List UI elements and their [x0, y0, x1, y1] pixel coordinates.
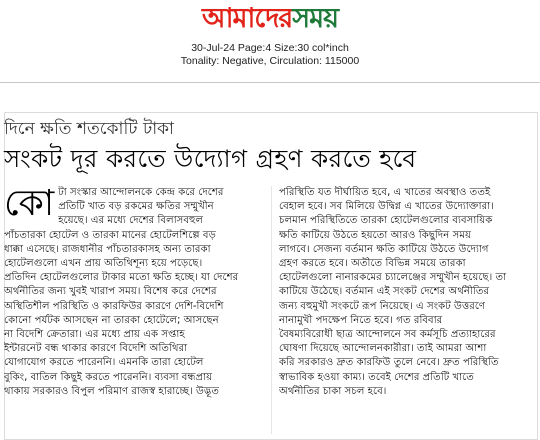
- newspaper-logo: [202, 2, 338, 36]
- body-line: হোটেলগুলো নানারকমের চ্যালেঞ্জের সম্মুখীন হয়েছে। তা: [279, 272, 507, 284]
- drop-cap: কো: [4, 186, 55, 224]
- body-line: টা সংস্কার আন্দোলনকে কেন্দ্র করে দেশের: [58, 187, 224, 198]
- body-line: কোনো পর্যটক আসছেন না তারকা হোটেলে; আসছেন: [4, 314, 219, 326]
- body-line: প্রতিদিন হোটেলগুলোর টাকার মতো ক্ষতি হচ্ছে। যা দেশের: [4, 272, 239, 284]
- body-line: ধাক্কা এসেছে। রাজধানীর পাঁচতারকাসহ অন্য তারকা: [4, 243, 211, 255]
- logo-part-green: সময়: [292, 3, 338, 34]
- article-headline: সংকট দূর করতে উদ্যোগ গ্রহণ করতে হবে: [4, 144, 417, 173]
- body-line: অর্থনীতির চাকা সচল হবে।: [279, 385, 387, 397]
- body-line: নানামুখী পদক্ষেপ নিতে হবে। গত রবিবার: [279, 314, 443, 326]
- body-line: কাটিয়ে উঠেছে। বর্তমান এই সংকট দেশের অর্থনীতির: [279, 286, 490, 298]
- clipping-meta: [0, 42, 540, 68]
- body-line: অর্থনীতির জন্য খুবই খারাপ সময়। বিশেষ করে দেশের: [4, 286, 217, 298]
- body-line: থাকায় সরকারও বিপুল পরিমাণ রাজস্ব হারাচ্ছে। উদ্ভূত: [4, 385, 220, 397]
- tonality-circulation-line: Tonality: Negative, Circulation: 115000: [180, 55, 360, 67]
- page-size-line: 30-Jul-24 Page:4 Size:30 col*inch: [191, 42, 349, 54]
- header-divider: [0, 82, 540, 83]
- body-line: ক্ষতি কাটিয়ে উঠতে হয়তো আরও কিছুদিন সময়: [279, 229, 471, 241]
- article-left-column: [4, 186, 262, 436]
- body-line: পরিস্থিতি যত দীর্ঘায়িত হবে, এ খাতের অবস্থাও ততই: [279, 187, 491, 198]
- body-line: বুকিং, বাতিল কিছুই করতে পারেননি। ব্যবসা বন্ধপ্রায়: [4, 371, 213, 383]
- body-line: যোগাযোগ করতে পারেননি। এমনকি তারা হোটেল: [4, 357, 204, 369]
- body-line: পাঁচতারকা হোটেল ও তারকা মানের হোটেলশিল্পে বড়: [4, 229, 216, 241]
- body-line: না বিদেশি ক্রেতারা। এর মধ্যে প্রায় এক সপ্তাহ: [4, 329, 185, 341]
- article-right-column: [279, 186, 537, 436]
- column-divider: [271, 186, 272, 434]
- body-line: লাগবে। সেজন্য বর্তমান ক্ষতি কাটিয়ে উঠতে উদ্যোগ: [279, 243, 489, 255]
- body-line: ইন্টারনেট বন্ধ থাকার কারণে বিদেশি অতিথিরা: [4, 343, 188, 355]
- body-line: অস্থিতিশীল পরিস্থিতি ও কারফিউর কারণে দেশি-বিদেশি: [4, 300, 224, 312]
- body-line: প্রতিটি খাত বড় রকমের ক্ষতির সম্মুখীন: [58, 201, 214, 213]
- body-line: করি সরকারও দ্রুত কারফিউ তুলে নেবে। দ্রুত পরিস্থিতি: [279, 357, 499, 369]
- body-line: বৈষম্যবিরোধী ছাত্র আন্দোলনে সব কর্মসূচি প্রত্যাহারের: [279, 329, 496, 341]
- body-line: হয়েছে। এর মধ্যে দেশের বিলাসবহুল: [58, 215, 204, 227]
- body-line: গ্রহণ করতে হবে। অতীতে বিভিন্ন সময়ে তারকা: [279, 258, 466, 270]
- body-line: বেহাল হবে। সব মিলিয়ে উদ্বিগ্ন এ খাতের উদ্যোক্তারা।: [279, 201, 494, 213]
- masthead: [0, 0, 540, 40]
- body-line: স্বাভাবিক হওয়া কাম্য। তবেই দেশের প্রতিটি খাতে: [279, 371, 474, 383]
- body-line: জন্য বহুমুখী সংকটে রূপ নিয়েছে। এ সংকট উত্তরণে: [279, 300, 486, 312]
- logo-part-red: আমাদের: [202, 3, 293, 34]
- body-line: চলমান পরিস্থিতিতে তারকা হোটেলগুলোর ব্যবসায়িক: [279, 215, 493, 227]
- body-line: ঘোষণা দিয়েছে আন্দোলনকারীরা। তাই আমরা আশা: [279, 343, 487, 355]
- article-kicker: দিনে ক্ষতি শতকোটি টাকা: [4, 119, 174, 139]
- body-line: হোটেলগুলো এখন প্রায় অতিথিশূন্য হয়ে পড়েছে।: [4, 258, 203, 270]
